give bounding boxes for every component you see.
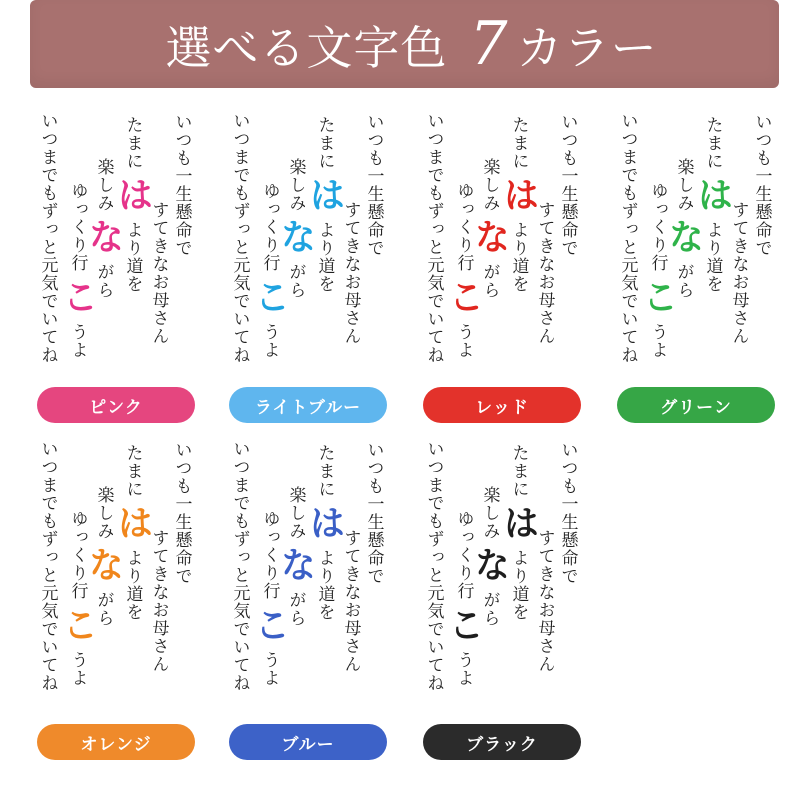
poem-text: うよ — [453, 651, 474, 687]
poem-text: 楽しみ — [673, 158, 694, 212]
highlight-character: こ — [249, 606, 290, 642]
sample-text — [37, 436, 195, 708]
highlight-character: は — [112, 176, 153, 212]
sample-text — [229, 436, 387, 708]
poem-text: がら — [673, 263, 694, 299]
poem-column — [57, 182, 98, 359]
title-text: 選べる文字色 — [165, 21, 448, 75]
poem-text: ゆっくり行 — [259, 510, 280, 600]
highlight-character: な — [469, 546, 510, 582]
highlight-character: は — [304, 176, 345, 212]
poem-text: たまに — [508, 116, 529, 170]
highlight-character: な — [275, 546, 316, 582]
poem-column — [249, 510, 290, 687]
poem-text: いつまでもずっと元気でいてね — [37, 440, 58, 692]
poem-text: うよ — [67, 651, 88, 687]
poem-text: いつも一生懸命で — [557, 441, 578, 585]
color-option-black — [423, 436, 581, 766]
poem-text: より道を — [508, 549, 529, 621]
highlight-character: な — [83, 218, 124, 254]
sample-text — [229, 108, 387, 380]
poem-text: すてきなお母さん — [340, 529, 361, 673]
highlight-character: は — [304, 504, 345, 540]
color-name-label: ライトブルー — [229, 387, 387, 423]
poem-text: うよ — [647, 323, 668, 359]
color-name-label: ブラック — [423, 724, 581, 760]
poem-text: 楽しみ — [93, 486, 114, 540]
color-name-label: ブルー — [229, 724, 387, 760]
poem-column — [559, 113, 576, 257]
poem-text: いつまでもずっと元気でいてね — [423, 440, 444, 692]
poem-text: いつまでもずっと元気でいてね — [229, 440, 250, 692]
highlight-character: な — [275, 218, 316, 254]
color-name-label: レッド — [423, 387, 581, 423]
highlight-character: こ — [249, 278, 290, 314]
poem-text: ゆっくり行 — [259, 182, 280, 272]
highlight-character: は — [692, 176, 733, 212]
poem-text: すてきなお母さん — [534, 201, 555, 345]
poem-text: すてきなお母さん — [534, 529, 555, 673]
poem-column — [637, 182, 678, 359]
poem-column — [365, 441, 382, 585]
highlight-character: こ — [443, 606, 484, 642]
poem-column — [173, 113, 190, 257]
highlight-character: こ — [443, 278, 484, 314]
poem-text: すてきなお母さん — [728, 201, 749, 345]
poem-text: 楽しみ — [285, 158, 306, 212]
poem-text: がら — [285, 263, 306, 299]
poem-column — [619, 112, 636, 364]
sample-text — [37, 108, 195, 380]
poem-column — [150, 201, 167, 345]
poem-text: いつも一生懸命で — [171, 113, 192, 257]
poem-text: 楽しみ — [93, 158, 114, 212]
poem-text: うよ — [67, 323, 88, 359]
poem-column — [443, 510, 484, 687]
poem-column — [730, 201, 747, 345]
poem-column — [57, 510, 98, 687]
sample-text — [423, 108, 581, 380]
poem-text: ゆっくり行 — [453, 510, 474, 600]
poem-text: うよ — [259, 651, 280, 687]
poem-column — [231, 440, 248, 692]
poem-text: たまに — [508, 444, 529, 498]
poem-column — [173, 441, 190, 585]
sample-text — [423, 436, 581, 708]
poem-text: うよ — [453, 323, 474, 359]
poem-text: より道を — [122, 221, 143, 293]
poem-text: 楽しみ — [285, 486, 306, 540]
poem-text: いつも一生懸命で — [751, 113, 772, 257]
poem-text: ゆっくり行 — [647, 182, 668, 272]
highlight-character: な — [469, 218, 510, 254]
poem-column — [39, 440, 56, 692]
poem-column — [753, 113, 770, 257]
poem-text: より道を — [314, 221, 335, 293]
color-option-red — [423, 108, 581, 438]
title-suffix: カラー — [516, 21, 658, 75]
poem-column — [559, 441, 576, 585]
poem-text: いつも一生懸命で — [363, 441, 384, 585]
poem-text: たまに — [122, 116, 143, 170]
color-option-green — [617, 108, 775, 438]
poem-text: すてきなお母さん — [340, 201, 361, 345]
poem-text: いつまでもずっと元気でいてね — [617, 112, 638, 364]
highlight-character: は — [498, 176, 539, 212]
poem-text: ゆっくり行 — [67, 182, 88, 272]
poem-column — [231, 112, 248, 364]
poem-text: たまに — [122, 444, 143, 498]
poem-text: たまに — [314, 116, 335, 170]
poem-text: いつまでもずっと元気でいてね — [37, 112, 58, 364]
poem-text: すてきなお母さん — [148, 529, 169, 673]
poem-text: たまに — [314, 444, 335, 498]
color-option-blue — [229, 436, 387, 766]
poem-column — [425, 440, 442, 692]
color-option-light-blue — [229, 108, 387, 438]
poem-text: うよ — [259, 323, 280, 359]
poem-text: より道を — [508, 221, 529, 293]
poem-text: いつも一生懸命で — [363, 113, 384, 257]
poem-column — [150, 529, 167, 673]
color-name-label: グリーン — [617, 387, 775, 423]
poem-column — [365, 113, 382, 257]
poem-text: 楽しみ — [479, 158, 500, 212]
highlight-character: こ — [637, 278, 678, 314]
poem-text: がら — [479, 263, 500, 299]
sample-text — [617, 108, 775, 380]
poem-column — [342, 201, 359, 345]
poem-text: がら — [93, 263, 114, 299]
poem-text: いつも一生懸命で — [557, 113, 578, 257]
highlight-character: な — [83, 546, 124, 582]
poem-text: いつまでもずっと元気でいてね — [229, 112, 250, 364]
highlight-character: は — [112, 504, 153, 540]
color-option-pink — [37, 108, 195, 438]
poem-text: より道を — [314, 549, 335, 621]
highlight-character: は — [498, 504, 539, 540]
poem-column — [443, 182, 484, 359]
poem-text: いつも一生懸命で — [171, 441, 192, 585]
poem-text: がら — [479, 591, 500, 627]
color-option-orange — [37, 436, 195, 766]
poem-text: 楽しみ — [479, 486, 500, 540]
poem-column — [342, 529, 359, 673]
poem-text: いつまでもずっと元気でいてね — [423, 112, 444, 364]
poem-text: ゆっくり行 — [453, 182, 474, 272]
poem-column — [536, 529, 553, 673]
poem-text: たまに — [702, 116, 723, 170]
color-count: 7 — [469, 9, 509, 79]
poem-column — [39, 112, 56, 364]
highlight-character: こ — [57, 606, 98, 642]
highlight-character: な — [663, 218, 704, 254]
poem-text: より道を — [702, 221, 723, 293]
poem-text: がら — [285, 591, 306, 627]
poem-text: ゆっくり行 — [67, 510, 88, 600]
poem-text: すてきなお母さん — [148, 201, 169, 345]
color-name-label: オレンジ — [37, 724, 195, 760]
poem-column — [249, 182, 290, 359]
poem-text: がら — [93, 591, 114, 627]
poem-column — [536, 201, 553, 345]
poem-text: より道を — [122, 549, 143, 621]
highlight-character: こ — [57, 278, 98, 314]
color-name-label: ピンク — [37, 387, 195, 423]
poem-column — [425, 112, 442, 364]
